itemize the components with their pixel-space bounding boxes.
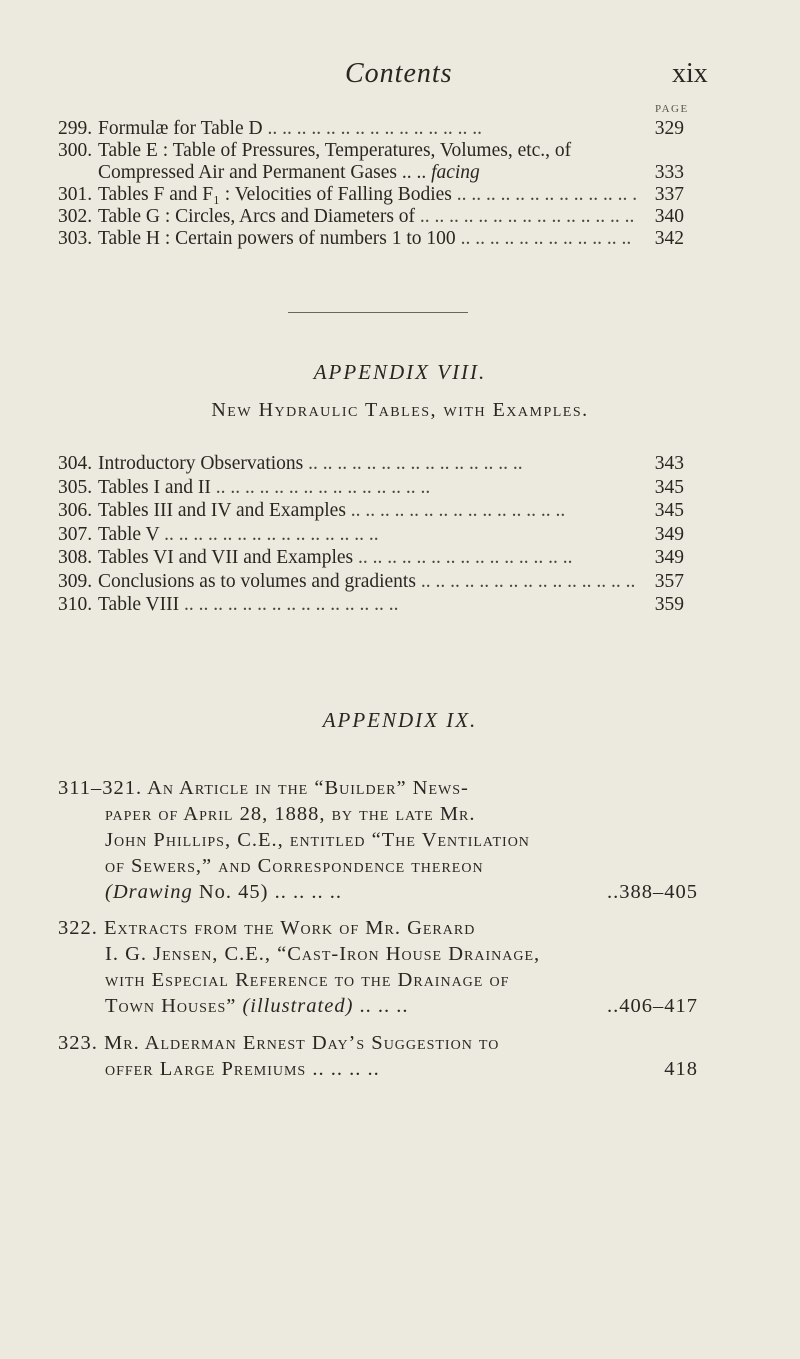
item-title: Table VIII .. . — [98, 594, 636, 616]
list-item-continuation — [58, 162, 684, 184]
item-number: 304. — [58, 453, 93, 474]
list-item — [58, 453, 684, 477]
item-title-line: (illustrated) — [242, 995, 354, 1017]
item-title-line: with Especial Reference to the Drainage of — [105, 969, 510, 991]
item-title-line: .. .. .. — [353, 995, 409, 1017]
item-title: Tables I and II .. . — [98, 477, 636, 499]
entry-311-321 — [58, 775, 698, 905]
item-page: 342 — [654, 228, 684, 249]
item-page: 359 — [654, 594, 684, 615]
item-title: Tables III and IV and Examples .. . — [98, 500, 636, 522]
item-title: Formulæ for Table D .. . — [98, 118, 636, 140]
item-title-line: John Phillips, C.E., entitled “The Ventilation — [105, 829, 530, 851]
item-page: 349 — [654, 547, 684, 568]
item-title-line: offer Large Premiums .. .. .. .. — [105, 1058, 380, 1080]
item-page: ..388–405 — [607, 881, 698, 903]
list-item — [58, 524, 684, 548]
appendix-9-heading: APPENDIX IX. — [322, 708, 478, 732]
item-number: 307. — [58, 523, 93, 545]
item-title: Conclusions as to volumes and gradients .. . — [98, 571, 636, 593]
item-title-line: (Drawing — [105, 881, 193, 903]
item-number: 301. — [58, 184, 93, 205]
appendix-8-heading: APPENDIX VIII. — [313, 360, 487, 384]
page-column-label: PAGE — [655, 103, 689, 115]
list-item — [58, 206, 684, 228]
item-title: Tables F and F₁ : Velocities of Falling Bodies .. . — [98, 184, 636, 206]
page-number: xix — [672, 58, 708, 89]
item-title-line: No. 45) .. .. .. .. — [192, 881, 342, 903]
item-number: 306. — [58, 500, 93, 521]
item-title: Table H : Certain powers of numbers 1 to 100 .. . — [98, 228, 636, 250]
item-page: 343 — [654, 453, 684, 474]
page-header — [0, 58, 800, 98]
appendix-8-list — [58, 453, 684, 618]
item-title-line: paper of April 28, 1888, by the late Mr. — [105, 803, 476, 825]
item-page: 333 — [654, 162, 684, 183]
item-title: Introductory Observations .. . — [98, 453, 636, 475]
item-number: 309. — [58, 570, 93, 592]
list-item — [58, 228, 684, 250]
item-title-continuation: Compressed Air and Permanent Gases .. .. facing — [98, 162, 480, 183]
item-title-line: Mr. Alderman Ernest Day’s Suggestion to — [104, 1032, 500, 1054]
item-title: Table V .. . — [98, 524, 636, 546]
item-title: Tables VI and VII and Examples .. . — [98, 547, 636, 569]
item-number: 310. — [58, 594, 93, 615]
list-item — [58, 594, 684, 618]
item-number: 305. — [58, 476, 93, 498]
top-contents-list — [58, 118, 684, 250]
list-item — [58, 140, 684, 162]
item-number: 311–321. — [58, 777, 143, 799]
running-title: Contents — [345, 58, 453, 89]
item-page: 345 — [654, 476, 684, 498]
item-number: 302. — [58, 206, 93, 227]
list-item — [58, 571, 684, 595]
item-title-line: Extracts from the Work of Mr. Gerard — [104, 917, 476, 939]
item-title-line: of Sewers,” and Correspondence thereon — [105, 855, 484, 877]
item-number: 303. — [58, 228, 93, 249]
item-page: 340 — [654, 206, 684, 227]
list-item — [58, 118, 684, 140]
item-page: 418 — [664, 1058, 698, 1080]
item-title: Table E : Table of Pressures, Temperatures, Volumes, etc., of — [98, 140, 572, 161]
item-title: Table G : Circles, Arcs and Diameters of .. . — [98, 206, 636, 228]
list-item — [58, 477, 684, 501]
item-title-line: An Article in the “Builder” News- — [147, 777, 469, 799]
item-number: 308. — [58, 547, 93, 568]
item-page: ..406–417 — [607, 995, 698, 1017]
item-page: 357 — [654, 570, 684, 592]
list-item — [58, 184, 684, 206]
item-page: 345 — [654, 500, 684, 521]
entry-323 — [58, 1030, 698, 1082]
item-number: 322. — [58, 917, 98, 939]
list-item — [58, 500, 684, 524]
entry-322 — [58, 915, 698, 1019]
item-page: 337 — [654, 184, 684, 205]
item-number: 299. — [58, 118, 93, 139]
appendix-8-subheading: New Hydraulic Tables, with Examples. — [211, 399, 589, 421]
item-page: 329 — [654, 118, 684, 139]
item-number: 300. — [58, 140, 93, 161]
item-page: 349 — [654, 523, 684, 545]
item-number: 323. — [58, 1032, 98, 1054]
section-divider — [288, 312, 468, 313]
list-item — [58, 547, 684, 571]
item-title-line: Town Houses” — [105, 995, 243, 1017]
item-title-line: I. G. Jensen, C.E., “Cast-Iron House Drainage, — [105, 943, 541, 965]
